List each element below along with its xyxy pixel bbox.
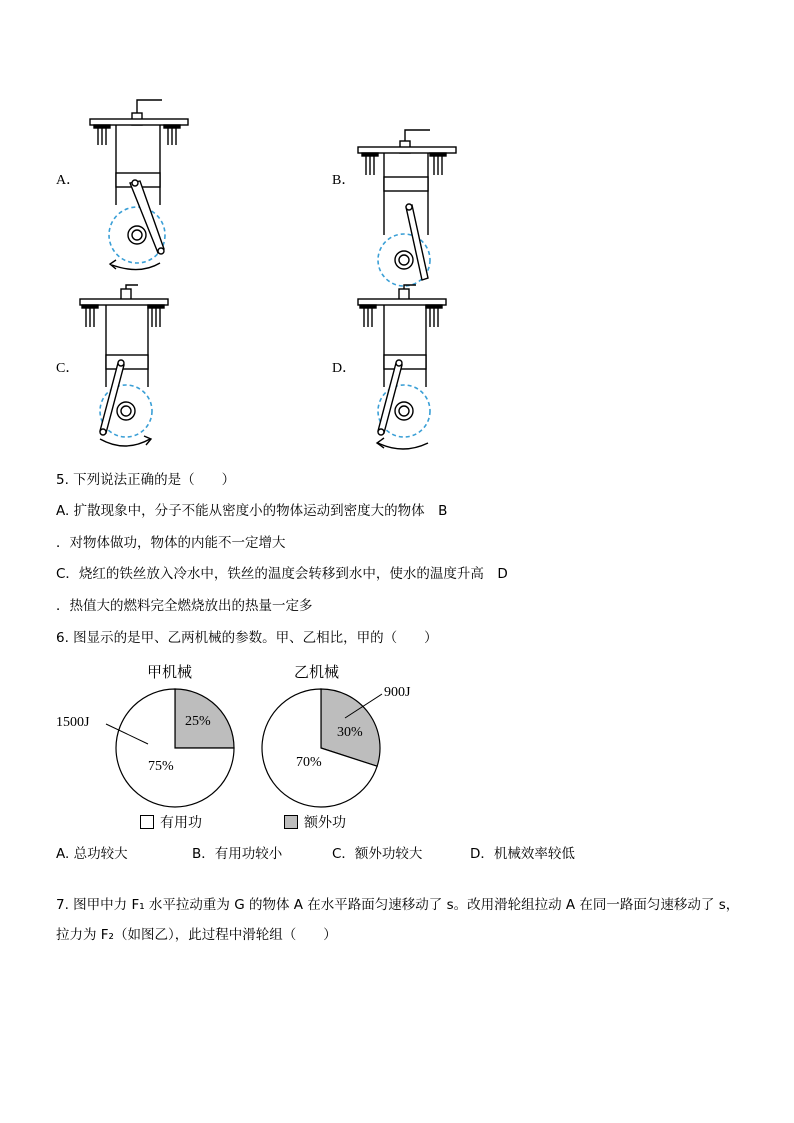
q5-option-line-4: ．热值大的燃料完全燃烧放出的热量一定多 bbox=[56, 598, 313, 614]
q5-option-line-2: ．对物体做功，物体的内能不一定增大 bbox=[56, 535, 286, 551]
pie-jia-useful-pct: 75% bbox=[148, 759, 174, 774]
pie-jia-energy-label: 1500J bbox=[56, 715, 90, 730]
q6-option-c: C．额外功较大 bbox=[332, 846, 423, 862]
pie-jia bbox=[116, 689, 234, 807]
engine-option-d-label: D． bbox=[332, 361, 357, 376]
q6-option-a: A. 总功较大 bbox=[56, 846, 128, 862]
pie-jia-extra-pct: 25% bbox=[185, 714, 211, 729]
q7-line-2: 拉力为 F₂（如图乙），此过程中滑轮组（ ） bbox=[56, 927, 337, 943]
engine-option-c-label: C． bbox=[56, 361, 80, 376]
engine-option-a-label: A． bbox=[56, 173, 81, 188]
pie-yi-useful-pct: 70% bbox=[296, 755, 322, 770]
pie-charts bbox=[40, 680, 411, 815]
q7-line-1: 7. 图甲中力 F₁ 水平拉动重为 G 的物体 A 在水平路面匀速移动了 s。改用滑轮组拉动 A 在同一路面匀速移动了 s， bbox=[56, 897, 740, 913]
legend-extra-label: 额外功 bbox=[304, 815, 346, 831]
pie-yi-energy-label: 900J bbox=[384, 685, 411, 700]
q6-option-b: B．有用功较小 bbox=[192, 846, 283, 862]
engine-diagram-a bbox=[80, 95, 200, 275]
legend-extra-swatch bbox=[284, 815, 298, 829]
legend-useful-swatch bbox=[140, 815, 154, 829]
q6-option-d: D．机械效率较低 bbox=[470, 846, 575, 862]
pie-yi-title: 乙机械 bbox=[294, 663, 340, 681]
q5-option-line-3: C．烧红的铁丝放入冷水中，铁丝的温度会转移到水中，使水的温度升高 D bbox=[56, 566, 508, 582]
legend-useful bbox=[140, 812, 202, 832]
engine-option-b-label: B． bbox=[332, 173, 356, 188]
legend-extra bbox=[284, 812, 346, 832]
engine-diagram-c bbox=[80, 283, 200, 453]
engine-diagram-b bbox=[350, 125, 470, 285]
pie-jia-title: 甲机械 bbox=[147, 663, 193, 681]
q5-option-line-1: A. 扩散现象中，分子不能从密度小的物体运动到密度大的物体 B bbox=[56, 503, 448, 519]
legend-useful-label: 有用功 bbox=[160, 815, 202, 831]
q5-stem: 5. 下列说法正确的是（ ） bbox=[56, 472, 236, 488]
engine-diagram-d bbox=[358, 283, 478, 453]
pie-yi-extra-pct: 30% bbox=[337, 725, 363, 740]
q6-stem: 6. 图显示的是甲、乙两机械的参数。甲、乙相比，甲的（ ） bbox=[56, 630, 438, 646]
